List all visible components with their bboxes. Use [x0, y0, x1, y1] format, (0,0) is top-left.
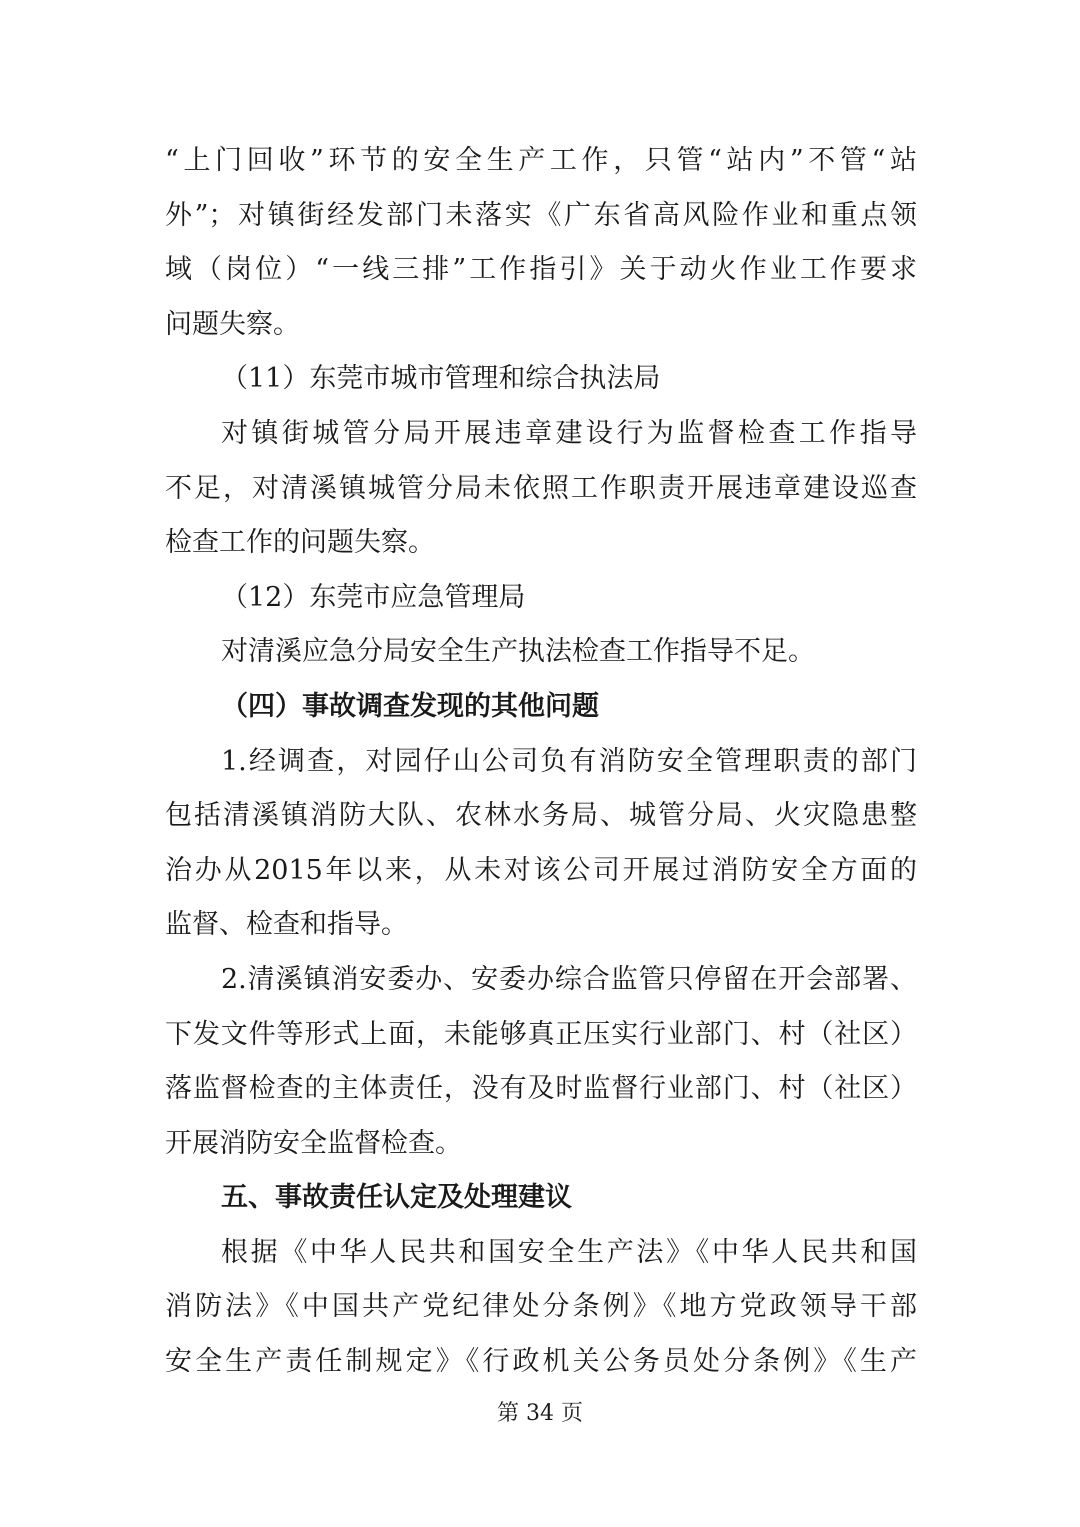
- text-line: 对清溪应急分局安全生产执法检查工作指导不足。: [221, 636, 815, 668]
- text-line: 下发文件等形式上面，未能够真正压实行业部门、村（社区）: [165, 1018, 917, 1050]
- text-line: 治办从2015年以来，从未对该公司开展过消防安全方面的: [165, 854, 917, 886]
- text-line: 根据《中华人民共和国安全生产法》《中华人民共和国: [221, 1236, 917, 1268]
- text-line: 域（岗位）“一线三排”工作指引》关于动火作业工作要求: [165, 254, 917, 286]
- section-heading: （四）事故调查发现的其他问题: [221, 690, 599, 722]
- text-line: 监督、检查和指导。: [165, 909, 408, 941]
- text-line: 对镇街城管分局开展违章建设行为监督检查工作指导: [221, 417, 917, 449]
- text-line: 不足，对清溪镇城管分局未依照工作职责开展违章建设巡查: [165, 472, 917, 504]
- text-line: 检查工作的问题失察。: [165, 527, 435, 559]
- text-line: 落监督检查的主体责任，没有及时监督行业部门、村（社区）: [165, 1073, 917, 1105]
- text-line: 包括清溪镇消防大队、农林水务局、城管分局、火灾隐患整: [165, 800, 917, 832]
- chapter-heading: 五、事故责任认定及处理建议: [221, 1182, 572, 1214]
- document-body: [165, 134, 917, 1390]
- section-subheading: （11）东莞市城市管理和综合执法局: [221, 363, 661, 395]
- section-subheading: （12）东莞市应急管理局: [221, 581, 526, 613]
- text-line: 2.清溪镇消安委办、安委办综合监管只停留在开会部署、: [221, 963, 917, 995]
- text-line: 外”；对镇街经发部门未落实《广东省高风险作业和重点领: [165, 199, 917, 231]
- text-line: 安全生产责任制规定》《行政机关公务员处分条例》《生产: [165, 1346, 917, 1378]
- text-line: 开展消防安全监督检查。: [165, 1127, 462, 1159]
- text-line: 消防法》《中国共产党纪律处分条例》《地方党政领导干部: [165, 1291, 917, 1323]
- text-line: 问题失察。: [165, 308, 300, 340]
- text-line: “上门回收”环节的安全生产工作，只管“站内”不管“站: [165, 145, 917, 176]
- page-number: 第 34 页: [497, 1401, 583, 1426]
- text-line: 1.经调查，对园仔山公司负有消防安全管理职责的部门: [221, 745, 917, 777]
